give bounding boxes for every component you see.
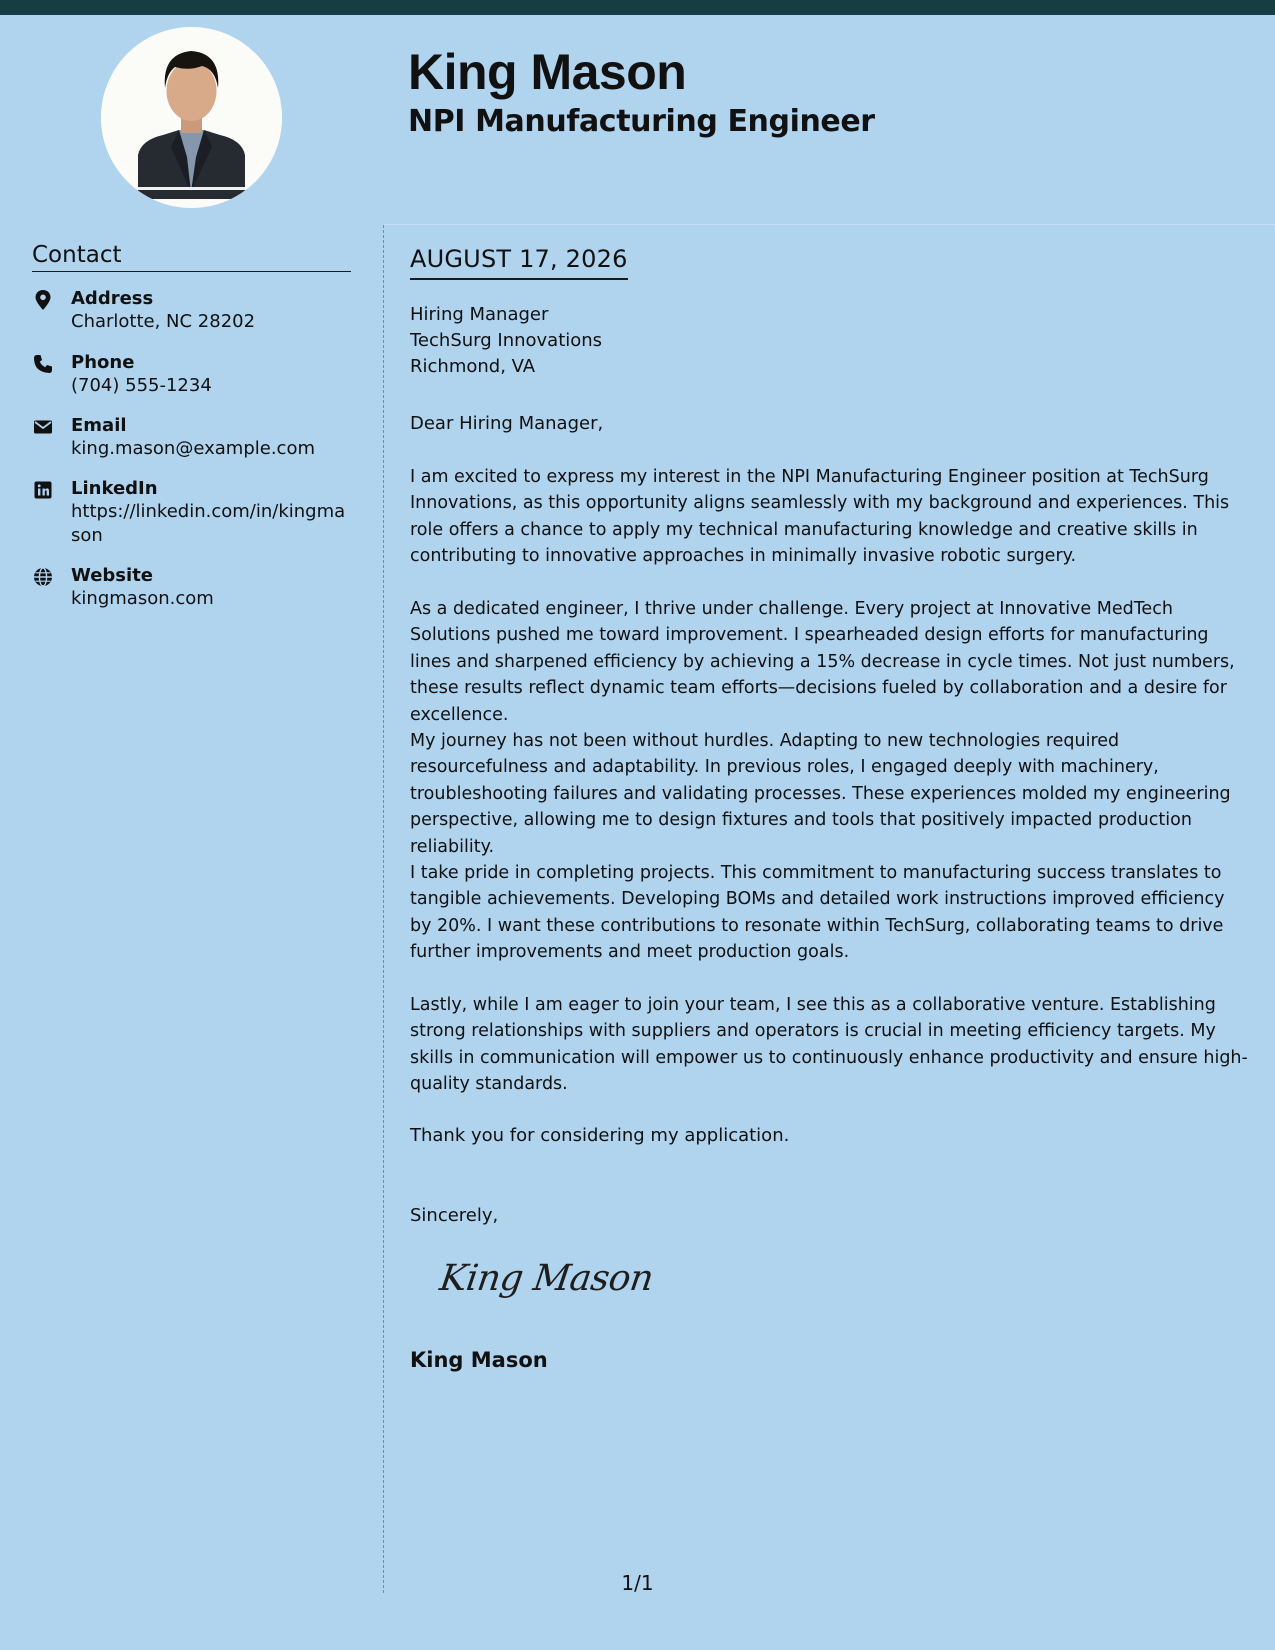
location-pin-icon: [32, 289, 54, 311]
contact-value: (704) 555-1234: [71, 375, 212, 396]
contact-label: Website: [71, 565, 154, 586]
phone-icon: [32, 353, 54, 375]
linkedin-icon: [32, 479, 54, 501]
contact-value: Charlotte, NC 28202: [71, 311, 256, 332]
envelope-icon: [32, 416, 54, 438]
closing-line: Thank you for considering my application.: [410, 1125, 790, 1146]
contact-value: https://linkedin.com/in/kingmason: [71, 501, 346, 546]
contact-label: Email: [71, 415, 127, 436]
recipient-line: Richmond, VA: [410, 356, 536, 377]
salutation: Dear Hiring Manager,: [410, 413, 604, 434]
body-paragraph: As a dedicated engineer, I thrive under challenge. Every project at Innovative MedTech Solutions pushed me toward improvement. I spearheaded design efforts for manufacturing lines and sharpened efficiency by achieving a 15% decrease in cycle times. Not just numbers, these results reflect dynamic team efforts—decisions fueled by collaboration and a desire for excellence.: [410, 599, 1235, 725]
signer-name: King Mason: [410, 1348, 548, 1372]
contact-label: Phone: [71, 352, 135, 373]
profile-photo-illustration: [101, 27, 282, 208]
candidate-name: King Mason: [408, 44, 687, 100]
contact-heading: Contact: [32, 241, 351, 272]
body-paragraph: Lastly, while I am eager to join your team, I see this as a collaborative venture. Establishing strong relationships with suppliers and operators is crucial in meeting efficiency targets. My skills in communication will empower us to continuously enhance productivity and ensure high-quality standards.: [410, 995, 1248, 1095]
recipient-line: TechSurg Innovations: [410, 330, 603, 351]
recipient-block: [410, 302, 602, 380]
contact-value: king.mason@example.com: [71, 438, 315, 459]
letter-date: AUGUST 17, 2026: [410, 244, 628, 280]
job-title: NPI Manufacturing Engineer: [408, 104, 875, 139]
recipient-line: Hiring Manager: [410, 304, 549, 325]
sign-off: Sincerely,: [410, 1205, 499, 1226]
page-number: 1/1: [621, 1571, 654, 1595]
column-divider: [383, 225, 384, 1593]
body-paragraph: I am excited to express my interest in the NPI Manufacturing Engineer position at TechSurg Innovations, as this opportunity aligns seamlessly with my background and experiences. This role offers a chance to apply my technical manufacturing knowledge and creative skills in contributing to innovative approaches in minimally invasive robotic surgery.: [410, 467, 1230, 567]
body-paragraph: I take pride in completing projects. This commitment to manufacturing success translates to tangible achievements. Developing BOMs and detailed work instructions improved efficiency by 20%. I want these contributions to resonate within TechSurg, collaborating teams to drive further improvements and meet production goals.: [410, 863, 1225, 963]
handwritten-signature: King Mason: [437, 1258, 656, 1299]
contact-label: Address: [71, 288, 154, 309]
body-paragraph: My journey has not been without hurdles. Adapting to new technologies required resourcefulness and adaptability. In previous roles, I engaged deeply with machinery, troubleshooting failures and validating processes. These experiences molded my engineering perspective, allowing me to design fixtures and tools that positively impacted production reliability.: [410, 731, 1231, 857]
contact-value: kingmason.com: [71, 588, 214, 609]
header-divider: [384, 224, 1275, 225]
globe-icon: [32, 566, 54, 588]
contact-label: LinkedIn: [71, 478, 158, 499]
top-bar: [0, 0, 1275, 15]
profile-photo: [101, 27, 282, 208]
